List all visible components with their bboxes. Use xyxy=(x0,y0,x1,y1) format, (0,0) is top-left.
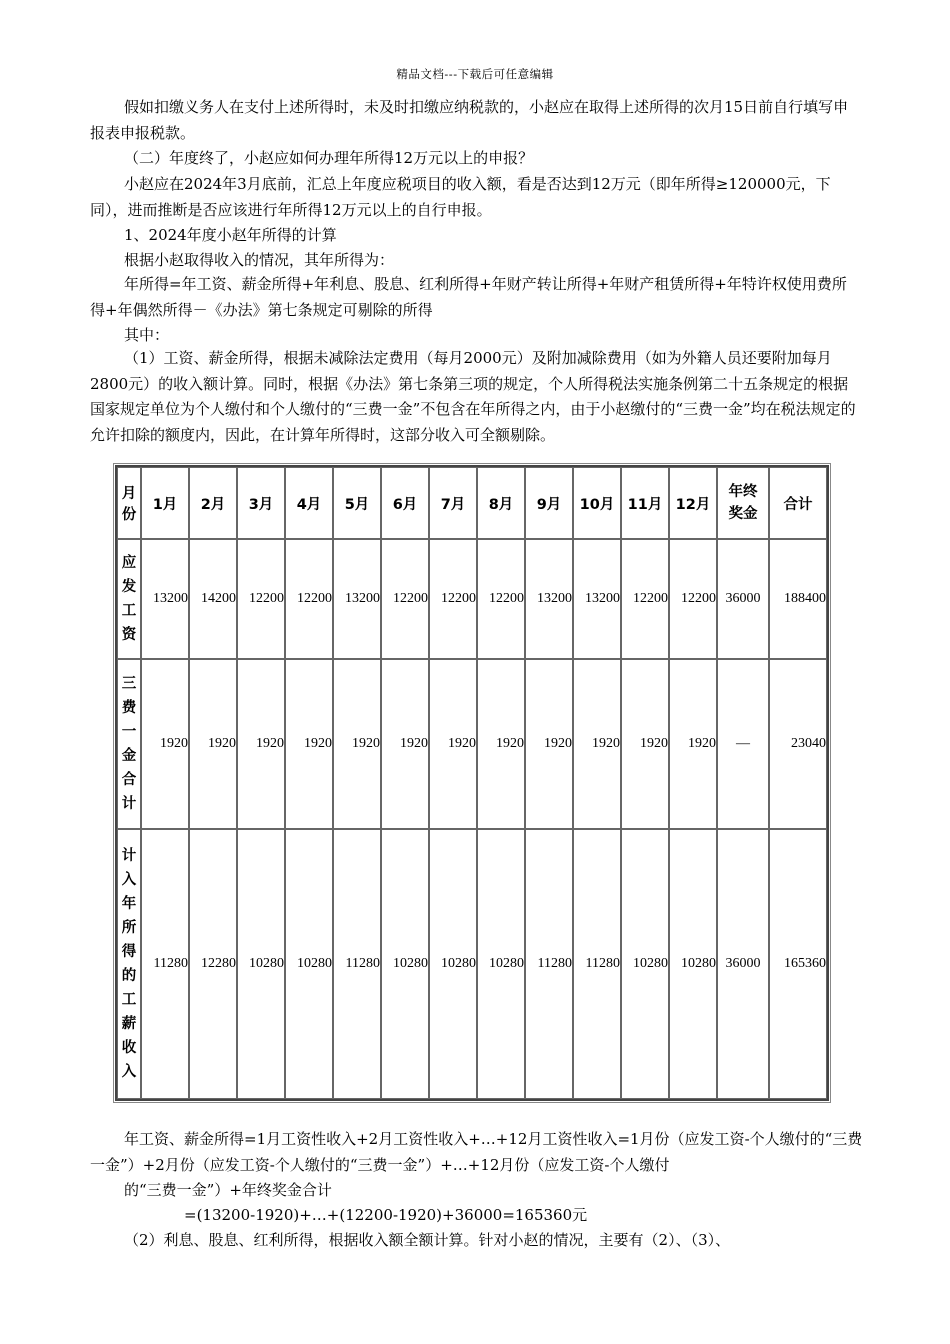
table-cell: 12200 xyxy=(429,539,477,659)
header-month: 12月 xyxy=(669,467,717,539)
table-cell-total: 188400 xyxy=(769,539,827,659)
table-cell: 1920 xyxy=(669,659,717,829)
table-cell: 13200 xyxy=(141,539,189,659)
header-month: 2月 xyxy=(189,467,237,539)
table-cell: 12280 xyxy=(189,829,237,1099)
header-month: 4月 xyxy=(285,467,333,539)
table-cell-bonus: — xyxy=(717,659,769,829)
header-month: 1月 xyxy=(141,467,189,539)
table-cell-bonus: 36000 xyxy=(717,829,769,1099)
table-cell: 12200 xyxy=(669,539,717,659)
header-month: 10月 xyxy=(573,467,621,539)
table-cell: 12200 xyxy=(237,539,285,659)
table-cell: 13200 xyxy=(573,539,621,659)
row-label: 三费一金合计 xyxy=(117,659,141,829)
table-cell: 1920 xyxy=(429,659,477,829)
header-corner: 月份 xyxy=(117,467,141,539)
table-cell: 13200 xyxy=(333,539,381,659)
table-cell: 12200 xyxy=(477,539,525,659)
table-cell: 11280 xyxy=(573,829,621,1099)
header-month: 6月 xyxy=(381,467,429,539)
header-month: 8月 xyxy=(477,467,525,539)
page-header: 精品文档---下载后可任意编辑 xyxy=(396,67,554,81)
header-year-end-bonus: 年终奖金 xyxy=(717,467,769,539)
header-month: 3月 xyxy=(237,467,285,539)
table-cell: 10280 xyxy=(477,829,525,1099)
table-cell: 1920 xyxy=(285,659,333,829)
formula-annual-salary-continued: 的“三费一金”）+年终奖金合计 xyxy=(124,1181,332,1199)
table-cell: 1920 xyxy=(621,659,669,829)
table-cell: 10280 xyxy=(285,829,333,1099)
table-cell: 1920 xyxy=(381,659,429,829)
row-label: 计入年所得的工薪收入 xyxy=(117,829,141,1099)
table-cell: 11280 xyxy=(333,829,381,1099)
table-cell: 11280 xyxy=(141,829,189,1099)
table-header-row xyxy=(117,467,827,539)
formula-annual-salary: 年工资、薪金所得=1月工资性收入+2月工资性收入+…+12月工资性收入=1月份（应发工资-个人缴付的“三费一金”）+2月份（应发工资-个人缴付的“三费一金”）+…+12月份（应发工资-个人缴付 xyxy=(90,1130,863,1174)
header-month: 9月 xyxy=(525,467,573,539)
paragraph-income-formula: 年所得=年工资、薪金所得+年利息、股息、红利所得+年财产转让所得+年财产租赁所得+年特许权使用费所得+年偶然所得－《办法》第七条规定可剔除的所得 xyxy=(90,275,847,319)
paragraph-interest-dividends: （2）利息、股息、红利所得，根据收入额全额计算。针对小赵的情况，主要有（2）、（3）、 xyxy=(124,1231,731,1249)
table-cell: 10280 xyxy=(621,829,669,1099)
header-month: 11月 xyxy=(621,467,669,539)
paragraph-filing-deadline: 小赵应在2024年3月底前，汇总上年度应税项目的收入额，看是否达到12万元（即年所得≥120000元，下同），进而推断是否应该进行年所得12万元以上的自行申报。 xyxy=(90,175,831,219)
paragraph-late-withholding: 假如扣缴义务人在支付上述所得时，未及时扣缴应纳税款的，小赵应在取得上述所得的次月15日前自行填写申报表申报税款。 xyxy=(90,98,849,142)
table-cell: 12200 xyxy=(621,539,669,659)
table-cell: 12200 xyxy=(381,539,429,659)
table-cell: 10280 xyxy=(429,829,477,1099)
table-cell: 1920 xyxy=(189,659,237,829)
table-cell: 10280 xyxy=(669,829,717,1099)
paragraph-salary-income: （1）工资、薪金所得，根据未减除法定费用（每月2000元）及附加减除费用（如为外籍人员还要附加每月2800元）的收入额计算。同时，根据《办法》第七条第三项的规定，个人所得税法实施条例第二十五条规定的根据国家规定单位为个人缴付和个人缴付的“三费一金”不包含在年所得之内，由于小赵缴付的“三费一金”均在税法规定的允许扣除的额度内，因此，在计算年所得时，这部分收入可全额剔除。 xyxy=(90,349,856,444)
table-cell: 1920 xyxy=(237,659,285,829)
table-cell: 11280 xyxy=(525,829,573,1099)
table-cell: 1920 xyxy=(333,659,381,829)
table-cell: 10280 xyxy=(381,829,429,1099)
table-cell: 14200 xyxy=(189,539,237,659)
table-cell: 12200 xyxy=(285,539,333,659)
section-heading-annual-filing: （二）年度终了，小赵应如何办理年所得12万元以上的申报？ xyxy=(124,149,534,167)
paragraph-income-intro: 根据小赵取得收入的情况，其年所得为： xyxy=(124,251,395,269)
table-cell: 1920 xyxy=(525,659,573,829)
table-cell: 10280 xyxy=(237,829,285,1099)
row-label: 应发工资 xyxy=(117,539,141,659)
header-total: 合计 xyxy=(769,467,827,539)
table-cell-total: 23040 xyxy=(769,659,827,829)
table-cell: 13200 xyxy=(525,539,573,659)
table-row-gross-salary xyxy=(117,539,827,659)
formula-result: =(13200-1920)+…+(12200-1920)+36000=165360元 xyxy=(184,1206,588,1224)
header-month: 5月 xyxy=(333,467,381,539)
table-cell-total: 165360 xyxy=(769,829,827,1099)
table-cell: 1920 xyxy=(477,659,525,829)
paragraph-among: 其中： xyxy=(124,326,170,344)
table-row-taxable-salary xyxy=(117,829,827,1099)
table-cell: 1920 xyxy=(573,659,621,829)
table-row-social-insurance xyxy=(117,659,827,829)
table-cell-bonus: 36000 xyxy=(717,539,769,659)
table-cell: 1920 xyxy=(141,659,189,829)
salary-income-table xyxy=(115,465,829,1101)
header-month: 7月 xyxy=(429,467,477,539)
subheading-annual-income-calc: 1、2024年度小赵年所得的计算 xyxy=(124,226,337,244)
